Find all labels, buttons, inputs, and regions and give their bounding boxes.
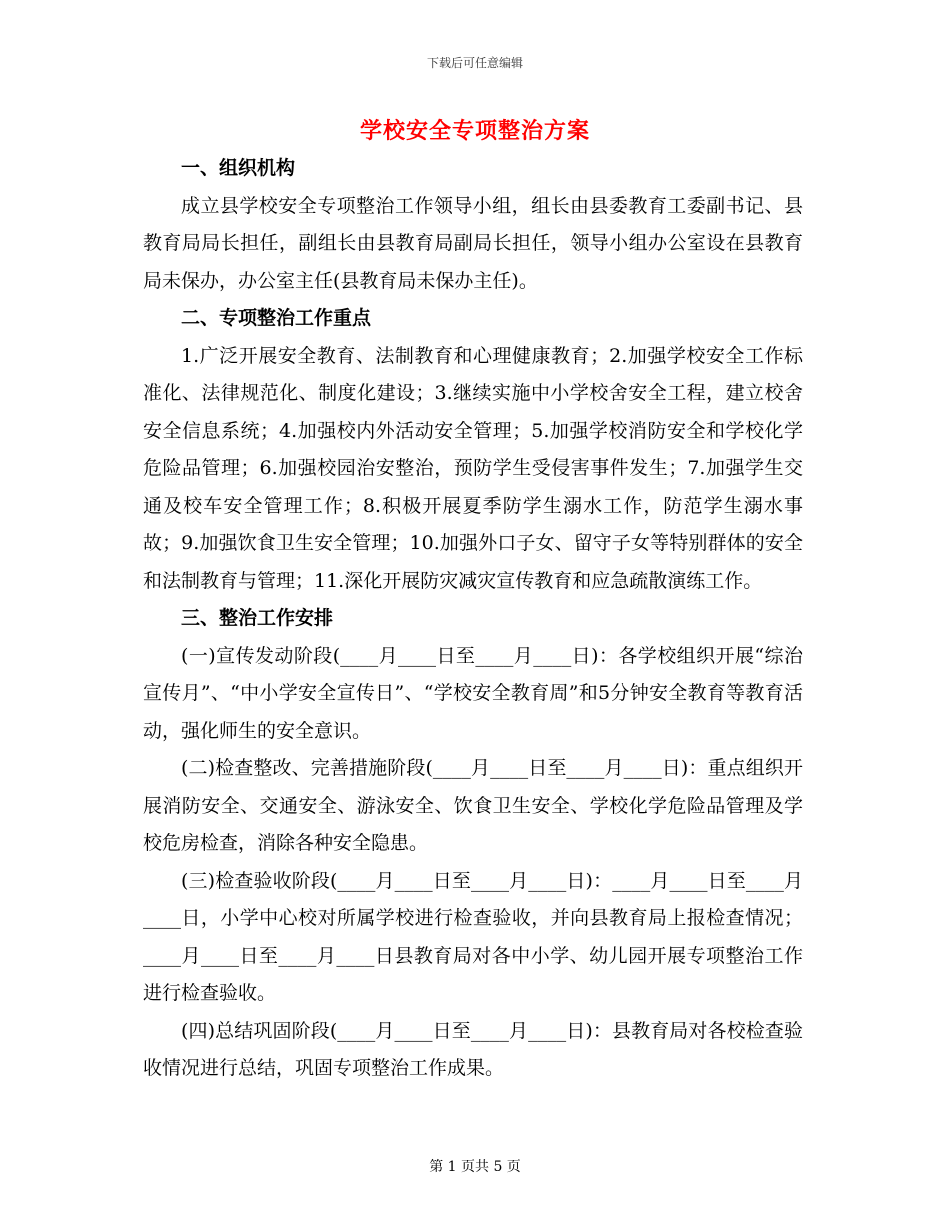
document-body (143, 150, 803, 1088)
section-paragraph-key-points: 1.广泛开展安全教育、法制教育和心理健康教育；2.加强学校安全工作标准化、法律规范化、制度化建设；3.继续实施中小学校舍安全工程，建立校舍安全信息系统；4.加强校内外活动安全管理；5.加强学校消防安全和学校化学危险品管理；6.加强校园治安整治，预防学生受侵害事件发生；7.加强学生交通及校车安全管理工作；8.积极开展夏季防学生溺水工作，防范学生溺水事故；9.加强饮食卫生安全管理；10.加强外口子女、留守子女等特别群体的安全和法制教育与管理；11.深化开展防灾减灾宣传教育和应急疏散演练工作。 (143, 344, 803, 592)
stage-paragraph-acceptance: (三)检查验收阶段(____月____日至____月____日)：____月____日至____月____日，小学中心校对所属学校进行检查验收，并向县教育局上报检查情况；____月____日至____月____日县教育局对各中小学、幼儿园开展专项整治工作进行检查验收。 (143, 869, 803, 1004)
section-heading-organization: 一、组织机构 (181, 157, 296, 179)
section-heading-arrangement: 三、整治工作安排 (181, 607, 334, 629)
stage-paragraph-inspection: (二)检查整改、完善措施阶段(____月____日至____月____日)：重点组织开展消防安全、交通安全、游泳安全、饮食卫生安全、学校化学危险品管理及学校危房检查，消除各种安全隐患。 (143, 757, 803, 854)
section-paragraph-organization: 成立县学校安全专项整治工作领导小组，组长由县委教育工委副书记、县教育局局长担任，副组长由县教育局副局长担任，领导小组办公室设在县教育局未保办，办公室主任(县教育局未保办主任)。 (143, 194, 803, 292)
document-title: 学校安全专项整治方案 (359, 118, 590, 144)
stage-paragraph-summary: (四)总结巩固阶段(____月____日至____月____日)：县教育局对各校检查验收情况进行总结，巩固专项整治工作成果。 (143, 1019, 803, 1079)
page-footer: 第 1 页共 5 页 (429, 1159, 521, 1175)
page-header-note: 下载后可任意编辑 (426, 56, 523, 70)
section-heading-key-points: 二、专项整治工作重点 (181, 307, 372, 329)
stage-paragraph-publicity: (一)宣传发动阶段(____月____日至____月____日)：各学校组织开展“综治宣传月”、“中小学安全宣传日”、“学校安全教育周”和5分钟安全教育等教育活动，强化师生的安全意识。 (143, 644, 803, 742)
